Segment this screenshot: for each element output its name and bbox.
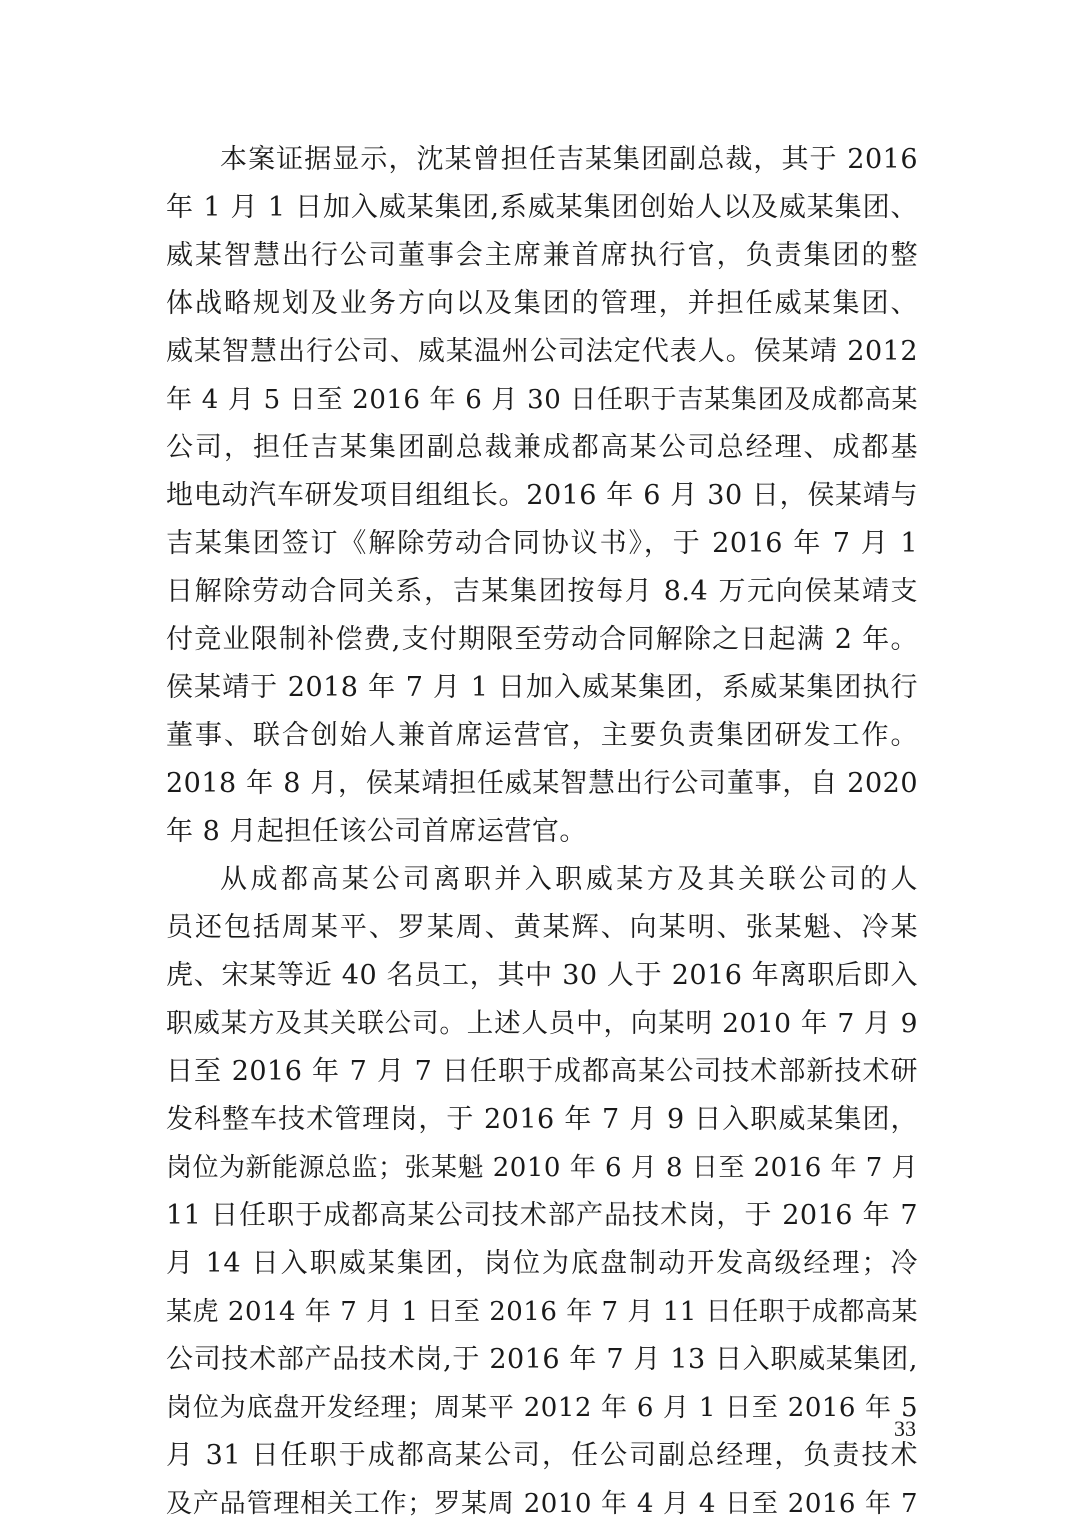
text-line: 及产品管理相关工作；罗某周 2010 年 4 月 4 日至 2016 年 7 [166,1489,918,1519]
page-number: 33 [894,1416,916,1441]
text-line: 发科整车技术管理岗，于 2016 年 7 月 9 日入职威某集团， [166,1104,918,1135]
text-line: 职威某方及其关联公司。上述人员中，向某明 2010 年 7 月 9 [166,1008,918,1039]
text-line: 2018 年 8 月，侯某靖担任威某智慧出行公司董事，自 2020 [166,768,918,799]
text-line: 付竞业限制补偿费,支付期限至劳动合同解除之日起满 2 年。 [166,624,918,655]
text-line: 公司，担任吉某集团副总裁兼成都高某公司总经理、成都基 [166,432,918,463]
text-line: 月 31 日任职于成都高某公司，任公司副总经理，负责技术 [166,1440,918,1471]
text-line: 岗位为新能源总监；张某魁 2010 年 6 月 8 日至 2016 年 7 月 [166,1153,919,1183]
text-line: 地电动汽车研发项目组组长。2016 年 6 月 30 日，侯某靖与 [166,480,918,511]
text-line: 年 1 月 1 日加入威某集团,系威某集团创始人以及威某集团、 [166,192,918,223]
text-line: 董事、联合创始人兼首席运营官，主要负责集团研发工作。 [166,720,918,751]
text-line: 11 日任职于成都高某公司技术部产品技术岗，于 2016 年 7 [166,1200,918,1231]
text-line: 本案证据显示，沈某曾担任吉某集团副总裁，其于 2016 [220,144,918,175]
paragraph-2 [166,856,918,1528]
text-line: 日解除劳动合同关系，吉某集团按每月 8.4 万元向侯某靖支 [166,576,918,607]
text-line: 吉某集团签订《解除劳动合同协议书》，于 2016 年 7 月 1 [166,528,918,559]
text-line: 日至 2016 年 7 月 7 日任职于成都高某公司技术部新技术研 [166,1056,918,1087]
text-line: 威某智慧出行公司、威某温州公司法定代表人。侯某靖 2012 [166,336,918,367]
text-line: 体战略规划及业务方向以及集团的管理，并担任威某集团、 [166,288,918,319]
text-line: 虎、宋某等近 40 名员工，其中 30 人于 2016 年离职后即入 [166,960,918,991]
text-line: 威某智慧出行公司董事会主席兼首席执行官，负责集团的整 [166,240,918,271]
text-line: 年 4 月 5 日至 2016 年 6 月 30 日任职于吉某集团及成都高某 [166,385,918,415]
text-line: 公司技术部产品技术岗,于 2016 年 7 月 13 日入职威某集团, [166,1344,918,1375]
text-line: 某虎 2014 年 7 月 1 日至 2016 年 7 月 11 日任职于成都高某 [166,1297,918,1327]
text-line: 侯某靖于 2018 年 7 月 1 日加入威某集团，系威某集团执行 [166,672,918,703]
text-line: 年 8 月起担任该公司首席运营官。 [166,816,587,847]
body-text [166,136,918,1528]
paragraph-1 [166,136,918,856]
text-line: 从成都高某公司离职并入职威某方及其关联公司的人 [220,864,918,895]
text-line: 员还包括周某平、罗某周、黄某辉、向某明、张某魁、冷某 [166,912,918,943]
text-line: 岗位为底盘开发经理；周某平 2012 年 6 月 1 日至 2016 年 5 [166,1393,918,1423]
text-line: 月 14 日入职威某集团，岗位为底盘制动开发高级经理；冷 [166,1248,918,1279]
